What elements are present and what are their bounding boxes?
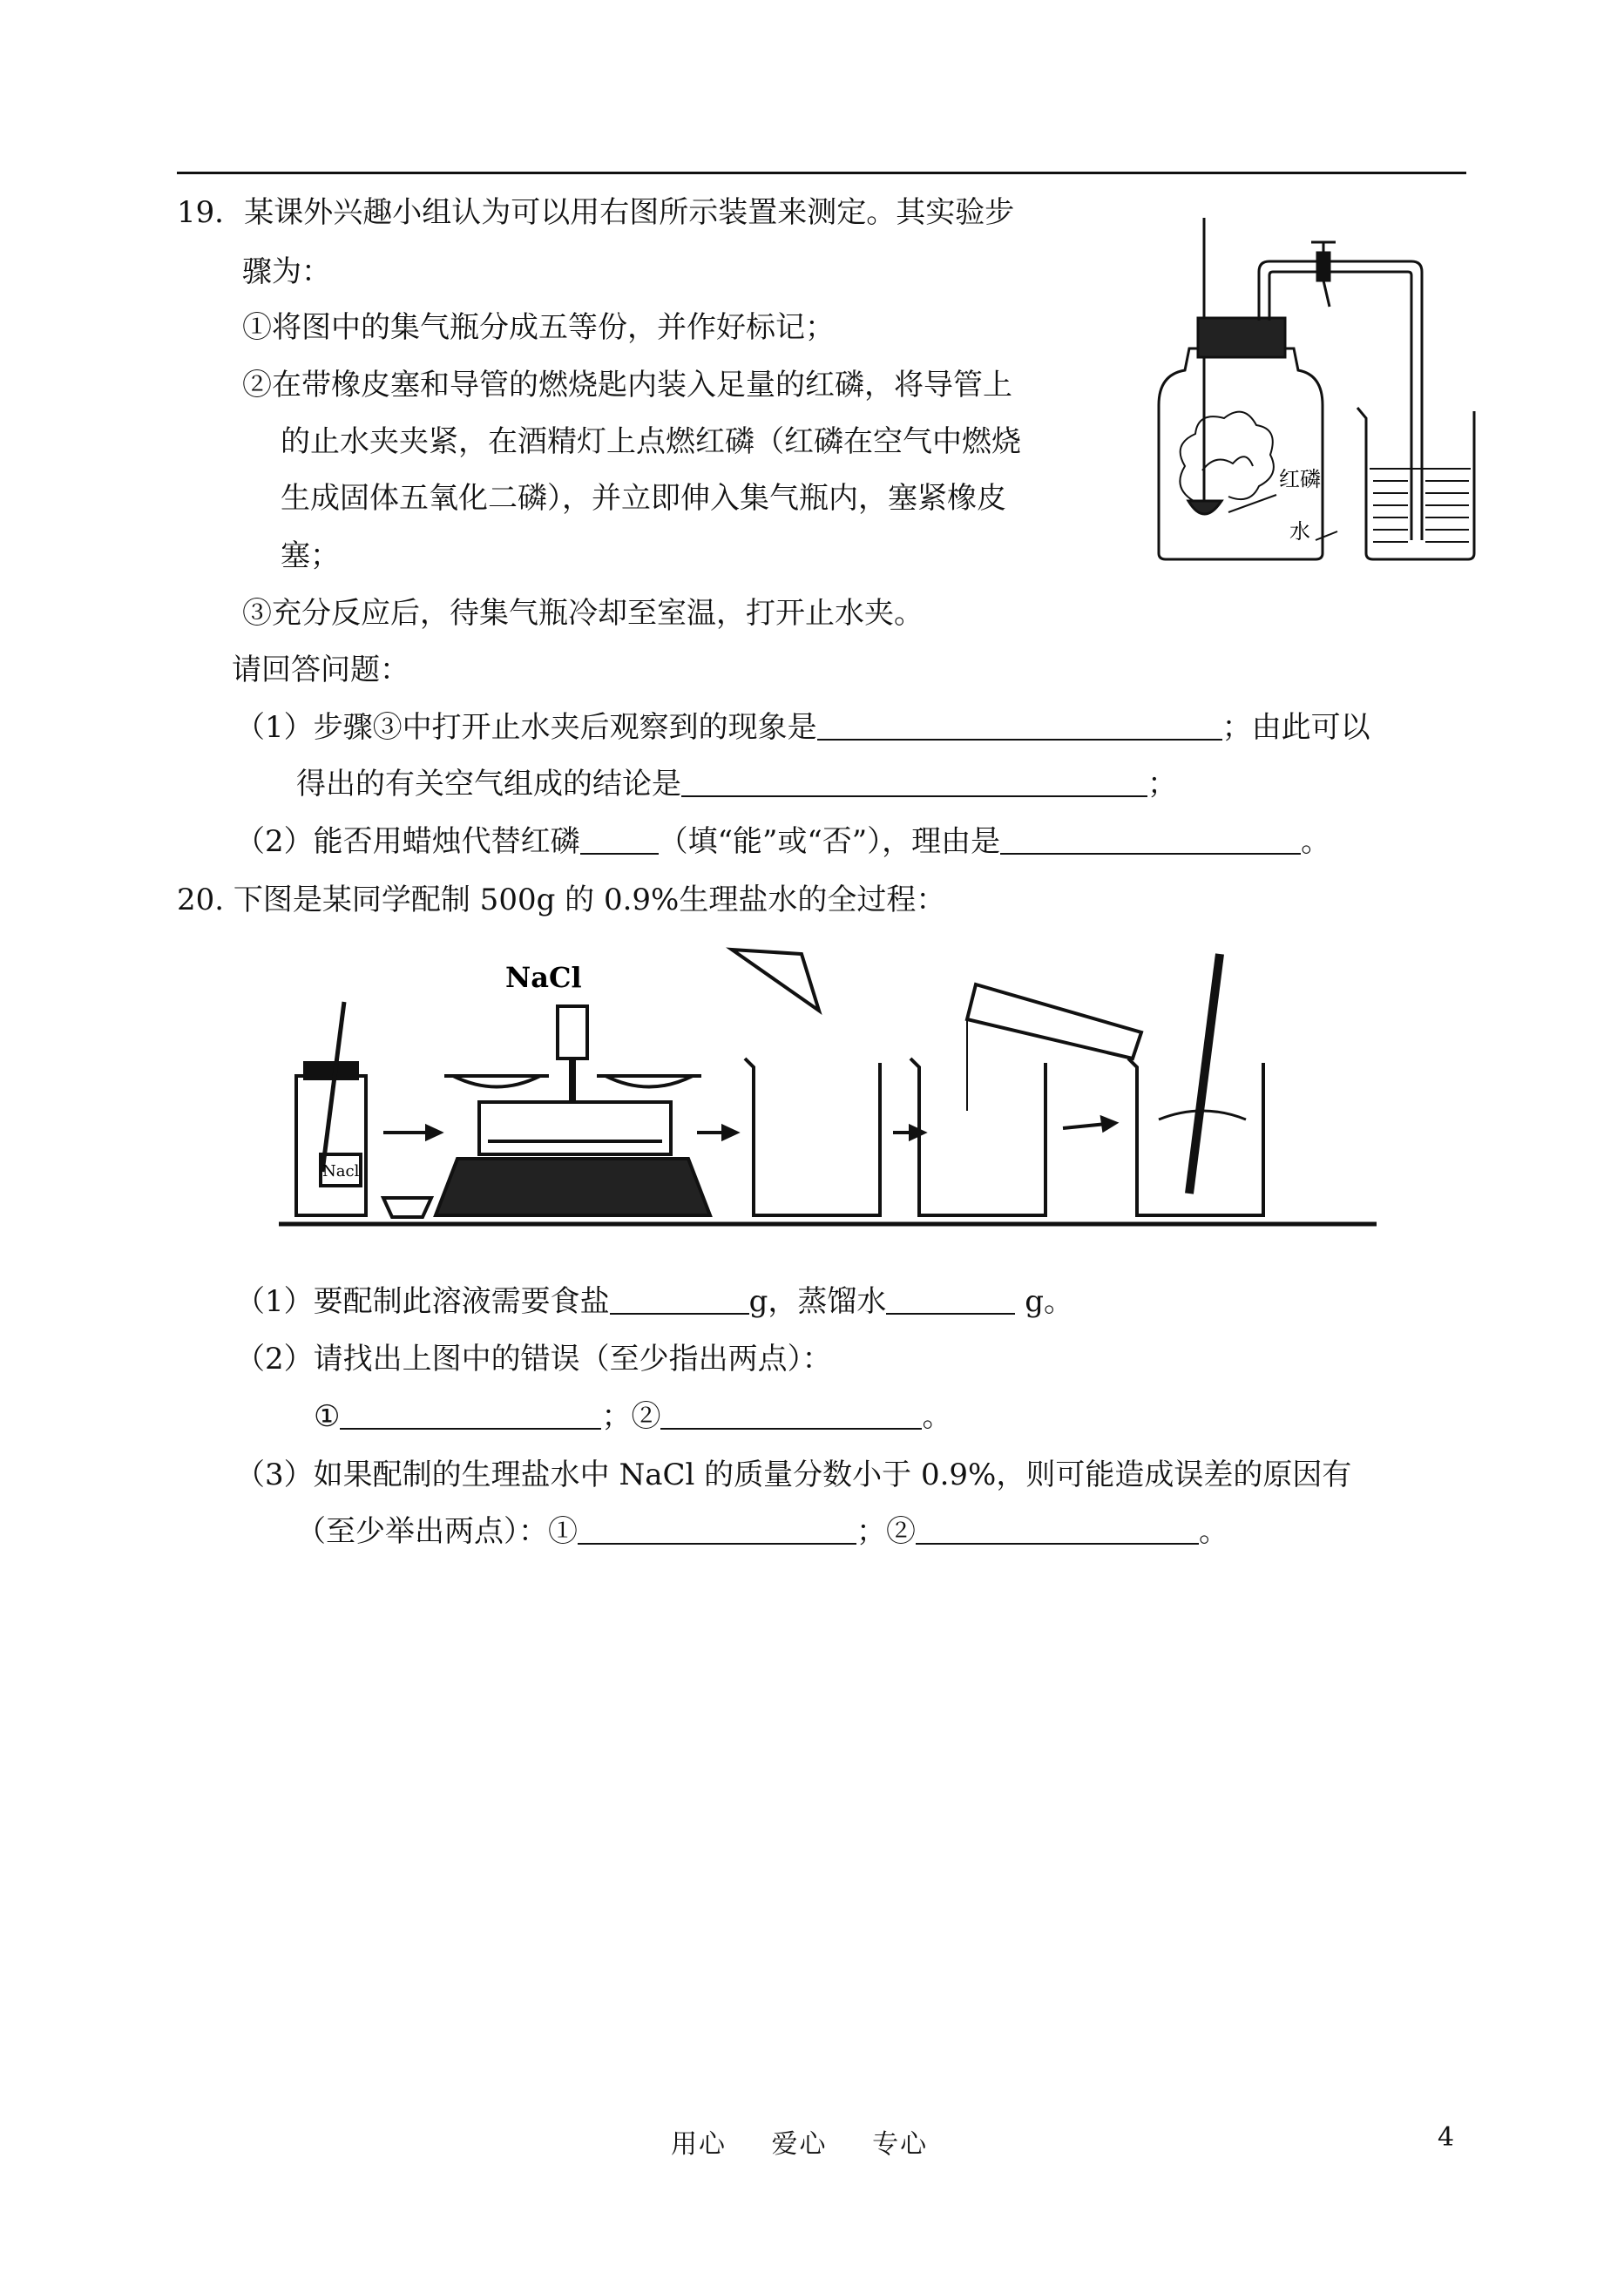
q20-answer-blank-cause1[interactable] [578,1517,856,1545]
label-red-phosphorus: 红磷 [1279,467,1321,491]
q19-step2d: 塞； [281,538,340,573]
footer-word-1: 用心 [671,2129,727,2160]
q19-part1-text-d: ； [1147,767,1177,802]
q19-part2-text-b: （填“能”或“否”），理由是 [658,824,1001,859]
footer [671,2122,963,2161]
q19-line1: 19．某课外兴趣小组认为可以用右图所示装置来测定。其实验步 [177,195,1015,230]
footer-word-3: 专心 [872,2129,929,2160]
q19-answer-blank-phenomenon[interactable] [817,713,1222,741]
label-nacl: NaCl [505,961,582,994]
q20-part1-text-b: g，蒸馏水 [748,1284,887,1319]
label-jar-nacl: Nacl [322,1162,360,1180]
q20-line1: 20. 下图是某同学配制 500g 的 0.9%生理盐水的全过程： [177,883,946,917]
q19-part1-text: （1）步骤③中打开止水夹后观察到的现象是 [235,710,817,745]
combustion-spoon [1188,501,1221,514]
q20-answer-blank-water[interactable] [886,1287,1015,1315]
q19-part2-text-c: 。 [1301,824,1331,859]
q20-part2-circle1: ① [314,1399,341,1434]
q19-answer-blank-reason[interactable] [1000,827,1301,855]
glass-rod [1189,954,1220,1194]
q20-part2-answers [314,1399,951,1434]
q19-step2c: 生成固体五氧化二磷），并立即伸入集气瓶内，塞紧橡皮 [281,481,1006,516]
q19-part1-line2 [296,767,1177,802]
glass-tube [1259,261,1422,540]
q20-part2-end: 。 [922,1399,952,1434]
q19-line2: 骤为： [242,254,331,289]
beaker-1 [745,1059,880,1215]
q20-part2: （2）请找出上图中的错误（至少指出两点）： [235,1342,832,1376]
q19-part2 [235,824,1330,859]
q19-answer-blank-yesno[interactable] [580,827,659,855]
q20-part1-text-c: g。 [1015,1284,1073,1319]
q19-step2a: ②在带橡皮塞和导管的燃烧匙内装入足量的红磷，将导管上 [242,368,1012,402]
q19-step1: ①将图中的集气瓶分成五等份，并作好标记； [242,310,835,345]
q20-part3-text: （至少举出两点）：① [296,1514,578,1549]
q20-part3-answers [296,1514,1228,1549]
water-clamp [1317,253,1330,281]
beaker-water [1370,469,1471,542]
q19-part1-text-b: ；由此可以 [1221,710,1370,745]
q19-part1-text-c: 得出的有关空气组成的结论是 [296,767,681,802]
q20-answer-blank-error1[interactable] [340,1402,601,1430]
beaker-2 [910,1059,1045,1215]
q20-part1 [235,1284,1073,1319]
q19-prompt: 请回答问题： [232,653,409,687]
q19-step3: ③充分反应后，待集气瓶冷却至室温，打开止水夹。 [242,596,924,631]
q20-answer-blank-error2[interactable] [660,1402,922,1430]
weighing-paper [732,950,819,1011]
rubber-stopper [1198,318,1285,357]
q19-step2b: 的止水夹夹紧，在酒精灯上点燃红磷（红磷在空气中燃烧 [281,424,1021,459]
q20-part3-sep: ；② [856,1514,916,1549]
q20-process-figure [270,937,1385,1233]
q19-part1-line1 [235,710,1370,745]
smoke-cloud [1180,412,1274,501]
graduated-cylinder [967,984,1141,1059]
glass-tube-inner [1269,272,1411,540]
q19-answer-blank-conclusion[interactable] [681,769,1147,797]
q19-apparatus-figure [1150,209,1481,575]
q20-part3: （3）如果配制的生理盐水中 NaCl 的质量分数小于 0.9%，则可能造成误差的原因有 [235,1458,1352,1492]
spatula [322,1002,344,1172]
q20-part1-text: （1）要配制此溶液需要食盐 [235,1284,610,1319]
header-rule [177,172,1466,174]
balance-base [436,1159,710,1215]
q20-answer-blank-salt[interactable] [610,1287,749,1315]
q20-part2-sep: ；② [601,1399,661,1434]
page-number: 4 [1438,2122,1455,2153]
q20-answer-blank-cause2[interactable] [916,1517,1199,1545]
footer-word-2: 爱心 [771,2129,828,2160]
label-water: 水 [1289,519,1310,544]
q19-part2-text: （2）能否用蜡烛代替红磷 [235,824,580,859]
q20-part3-end: 。 [1199,1514,1228,1549]
beaker [1357,408,1474,559]
